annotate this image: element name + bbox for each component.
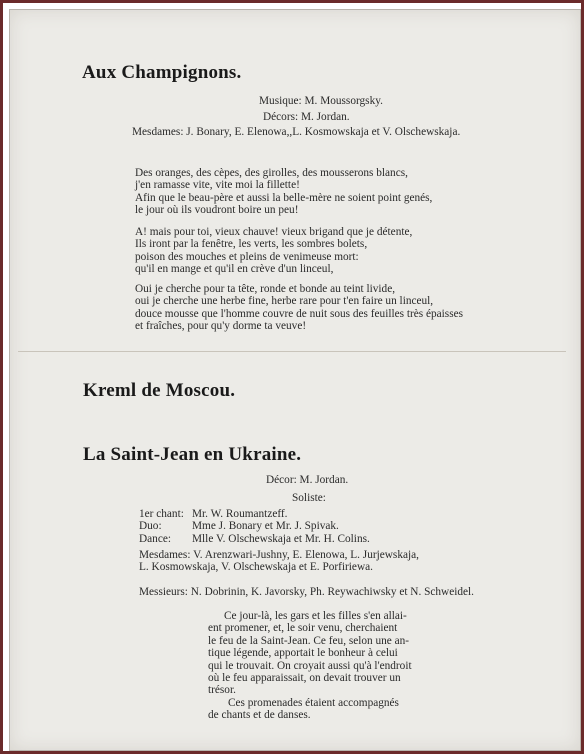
soloist-role: Dance:	[139, 532, 171, 545]
soloists-list	[139, 508, 370, 545]
verse-line: Oui je cherche pour ta tête, ronde et bonde au teint livide,	[135, 283, 396, 295]
mesdames-line: L. Kosmowskaja, V. Olschewskaja et E. Porfiriewa.	[139, 561, 373, 574]
description-line: Ce jour-là, les gars et les filles s'en allai-	[224, 610, 407, 622]
verse-line: j'en ramasse vite, vite moi la fillette!	[135, 179, 300, 192]
stanza-1	[135, 167, 432, 217]
soloist-row	[139, 520, 370, 532]
soloist-row	[139, 508, 370, 520]
description-line: le feu de la Saint-Jean. Ce feu, selon une an-	[208, 634, 410, 647]
music-credit: Musique: M. Moussorgsky.	[259, 95, 383, 107]
description-line: trésor.	[208, 684, 236, 697]
verse-line: A! mais pour toi, vieux chauve! vieux brigand que je détente,	[135, 226, 413, 238]
verse-line: Afin que le beau-père et aussi la belle-mère ne soient point genés,	[135, 191, 433, 204]
verse-line: douce mousse que l'homme couvre de nuit sous des feuilles très épaisses	[135, 307, 464, 320]
description-line: où le feu apparaissait, on devait trouver un	[208, 672, 401, 685]
verse-line: Des oranges, des cèpes, des girolles, des mousserons blancs,	[135, 167, 408, 179]
verse-line: qu'il en mange et qu'il en crève d'un linceul,	[135, 263, 334, 276]
soloist-row	[139, 533, 370, 545]
section-title-saint-jean: La Saint-Jean en Ukraine.	[83, 444, 302, 465]
stanza-3	[135, 283, 463, 333]
verse-line: poison des mouches et pleins de venimeuse mort:	[135, 250, 359, 263]
decor-credit: Décors: M. Jordan.	[263, 111, 350, 123]
verse-line: Ils iront par la fenêtre, les verts, les sombres bolets,	[135, 238, 368, 251]
verse-line: le jour où ils voudront boire un peu!	[135, 204, 299, 217]
soloist-names: Mr. W. Roumantzeff.	[192, 508, 288, 520]
description-line: tique légende, apportait le bonheur à celui	[208, 647, 398, 660]
description-line: qui le trouvait. On croyait aussi qu'à l'endroit	[208, 659, 412, 672]
page-fold-line	[18, 351, 566, 352]
mesdames-line: Mesdames: V. Arenzwari-Jushny, E. Elenowa, L. Jurjewskaja,	[139, 549, 419, 561]
soloist-role: Duo:	[139, 520, 162, 533]
messieurs-list: Messieurs: N. Dobrinin, K. Javorsky, Ph. Reywachiwsky et N. Schweidel.	[139, 586, 474, 598]
soloist-names: Mlle V. Olschewskaja et Mr. H. Colins.	[192, 532, 370, 545]
verse-line: et fraîches, pour qu'y dorme ta veuve!	[135, 320, 307, 333]
soliste-heading: Soliste:	[292, 492, 326, 504]
stanza-2	[135, 226, 412, 276]
dancers-credit: Mesdames: J. Bonary, E. Elenowa,,L. Kosmowskaja et V. Olschewskaja.	[132, 126, 461, 138]
section-title-kreml: Kreml de Moscou.	[83, 380, 236, 401]
verse-line: oui je cherche une herbe fine, herbe rare pour t'en faire un linceul,	[135, 295, 434, 308]
description-line: de chants et de danses.	[208, 709, 311, 722]
saint-jean-description	[208, 610, 412, 722]
mesdames-list	[139, 549, 419, 574]
section-title-champignons: Aux Champignons.	[82, 62, 242, 83]
soloist-role: 1er chant:	[139, 508, 184, 520]
description-line: ent promener, et, le soir venu, cherchaient	[208, 622, 398, 635]
description-line: Ces promenades étaient accompagnés	[228, 696, 399, 709]
saint-jean-decor: Décor: M. Jordan.	[266, 474, 349, 486]
soloist-names: Mme J. Bonary et Mr. J. Spivak.	[192, 520, 339, 533]
